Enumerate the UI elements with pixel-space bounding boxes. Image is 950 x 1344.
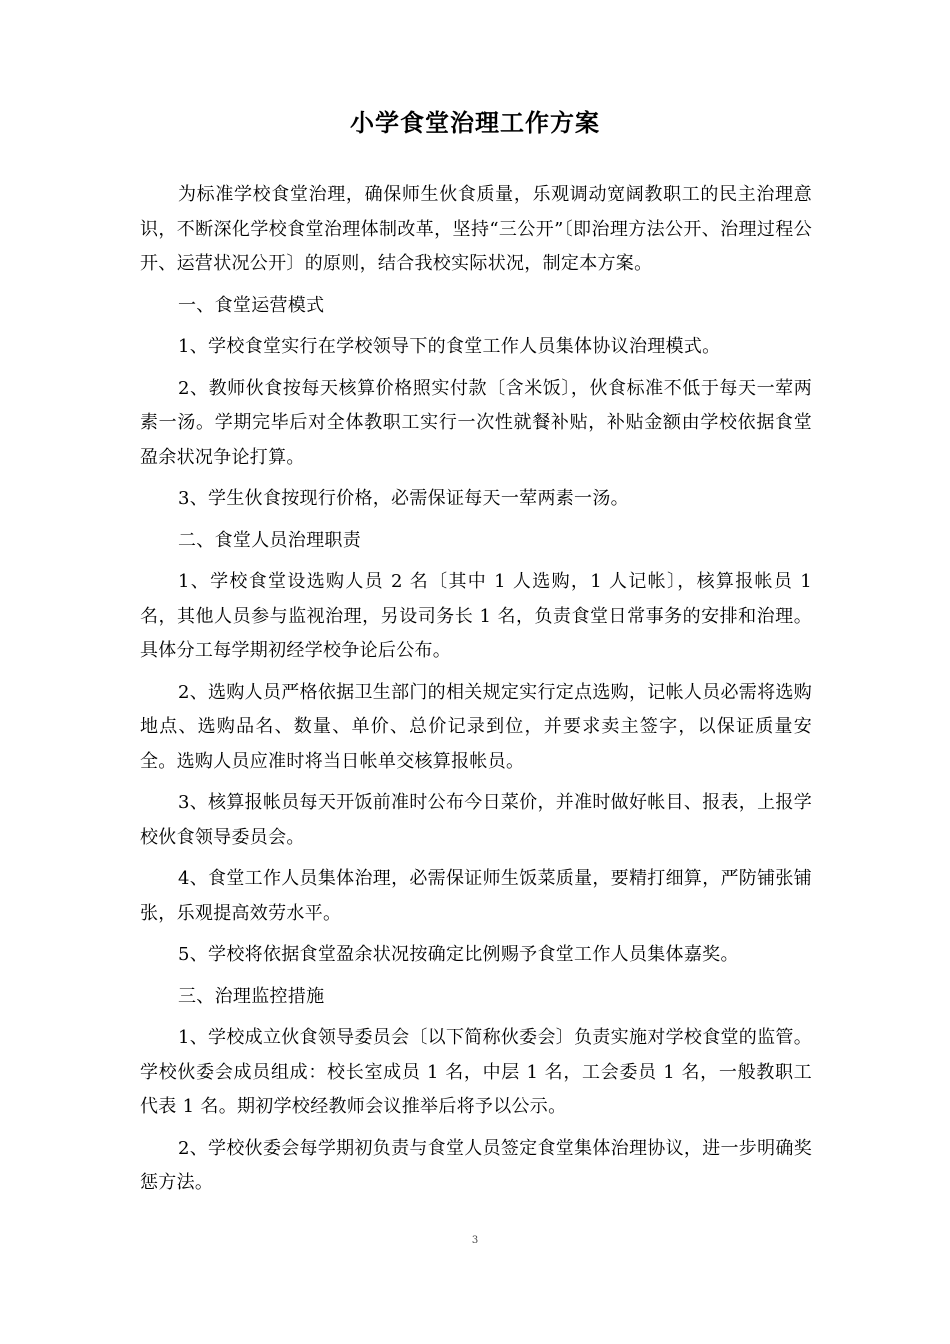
paragraph: 1、学校成立伙食领导委员会〔以下简称伙委会〕负责实施对学校食堂的监管。学校伙委会成员组成：校长室成员 1 名，中层 1 名，工会委员 1 名，一般教职工代表 1 名。期初学校经教师会议推举后将予以公示。	[140, 1027, 812, 1117]
paragraph: 2、选购人员严格依据卫生部门的相关规定实行定点选购，记帐人员必需将选购地点、选购品名、数量、单价、总价记录到位，并要求卖主签字，以保证质量安全。选购人员应准时将当日帐单交核算报帐员。	[140, 681, 812, 772]
paragraph-intro: 为标准学校食堂治理，确保师生伙食质量，乐观调动宽阔教职工的民主治理意识，不断深化学校食堂治理体制改革，坚持“三公开”〔即治理方法公开、治理过程公开、运营状况公开〕的原则，结合我校实际状况，制定本方案。	[140, 184, 812, 274]
page-number: 3	[471, 1235, 479, 1246]
section-heading-2: 二、食堂人员治理职责	[178, 529, 361, 551]
document-body	[140, 178, 812, 1208]
paragraph: 4、食堂工作人员集体治理，必需保证师生饭菜质量，要精打细算，严防铺张铺张，乐观提高效劳水平。	[140, 868, 812, 924]
document-title: 小学食堂治理工作方案	[350, 108, 600, 137]
paragraph: 1、学校食堂实行在学校领导下的食堂工作人员集体协议治理模式。	[178, 336, 721, 357]
paragraph: 3、学生伙食按现行价格，必需保证每天一荤两素一汤。	[178, 488, 629, 509]
paragraph: 3、核算报帐员每天开饭前准时公布今日菜价，并准时做好帐目、报表，上报学校伙食领导委员会。	[140, 792, 812, 848]
paragraph: 1、学校食堂设选购人员 2 名〔其中 1 人选购，1 人记帐〕，核算报帐员 1 名，其他人员参与监视治理，另设司务长 1 名，负责食堂日常事务的安排和治理。具体分工每学期初经学校争论后公布。	[140, 571, 812, 661]
paragraph: 2、学校伙委会每学期初负责与食堂人员签定食堂集体治理协议，进一步明确奖惩方法。	[140, 1137, 812, 1193]
paragraph: 2、教师伙食按每天核算价格照实付款〔含米饭〕，伙食标准不低于每天一荤两素一汤。学期完毕后对全体教职工实行一次性就餐补贴，补贴金额由学校依据食堂盈余状况争论打算。	[140, 377, 812, 468]
section-heading-3: 三、治理监控措施	[178, 985, 325, 1007]
section-heading-1: 一、食堂运营模式	[178, 294, 325, 316]
paragraph: 5、学校将依据食堂盈余状况按确定比例赐予食堂工作人员集体嘉奖。	[178, 944, 739, 965]
